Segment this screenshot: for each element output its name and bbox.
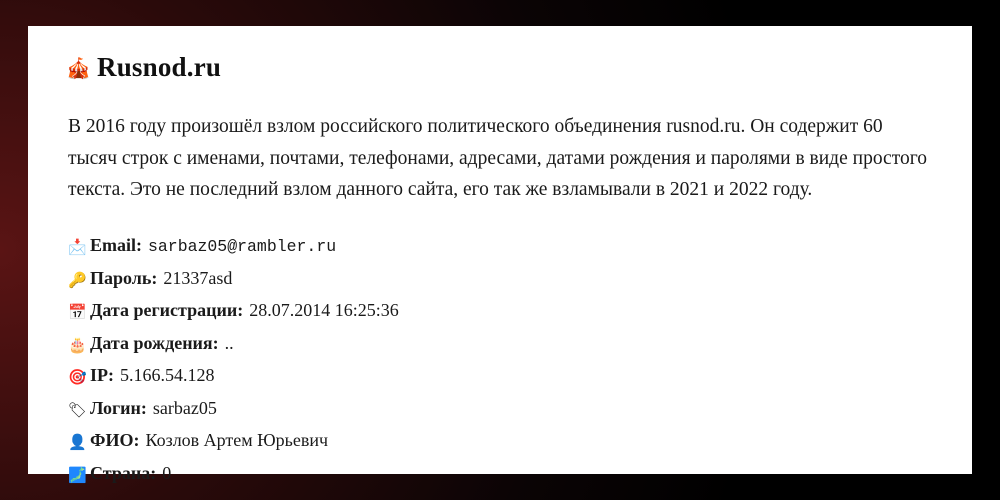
field-value: 21337asd [163, 267, 233, 288]
field-label: IP: [90, 365, 114, 386]
person-icon: 👤 [68, 435, 87, 452]
map-icon: 🗾 [68, 467, 87, 484]
document-sheet [28, 26, 972, 484]
field-row [68, 460, 938, 487]
field-value: Козлов Артем Юрьевич [145, 430, 329, 451]
page-title [66, 52, 938, 83]
record-fields [68, 232, 938, 487]
field-value: sarbaz05 [152, 397, 217, 418]
tag-icon: 🏷 [68, 402, 88, 419]
field-label: Дата регистрации: [90, 300, 244, 321]
document-content [28, 26, 972, 487]
page-title-text: Rusnod.ru [97, 52, 222, 82]
field-label: Страна: [90, 462, 157, 483]
target-icon: 🎯 [68, 370, 87, 387]
field-row [68, 427, 938, 454]
field-value: 28.07.2014 16:25:36 [249, 300, 399, 321]
birthday-cake-icon: 🎂 [68, 337, 87, 354]
circus-tent-icon: 🎪 [66, 57, 92, 80]
field-value: 5.166.54.128 [120, 365, 215, 386]
field-row [68, 265, 938, 292]
field-label: Email: [90, 234, 142, 255]
field-row [68, 362, 938, 389]
calendar-icon: 📅 [68, 305, 87, 322]
field-value: 0 [162, 462, 172, 483]
field-label: Пароль: [90, 267, 158, 288]
field-value: sarbaz05@rambler.ru [148, 236, 337, 256]
email-icon: 📩 [68, 239, 87, 256]
field-label: ФИО: [90, 430, 140, 451]
field-label: Дата рождения: [90, 332, 219, 353]
intro-paragraph: В 2016 году произошёл взлом российского политического объединения rusnod.ru. Он содержит 60 тысяч строк с именами, почтами, телефонами, адресами, датами рождения и паролями в виде простого текста. Это не последний взлом данного сайта, его так же взламывали в 2021 и 2022 году. [68, 116, 927, 201]
field-row [68, 297, 938, 324]
field-label: Логин: [90, 397, 147, 418]
field-row [68, 395, 938, 422]
field-row [68, 330, 938, 357]
field-row [68, 232, 938, 260]
field-value: .. [224, 332, 234, 353]
key-icon: 🔑 [68, 272, 87, 289]
